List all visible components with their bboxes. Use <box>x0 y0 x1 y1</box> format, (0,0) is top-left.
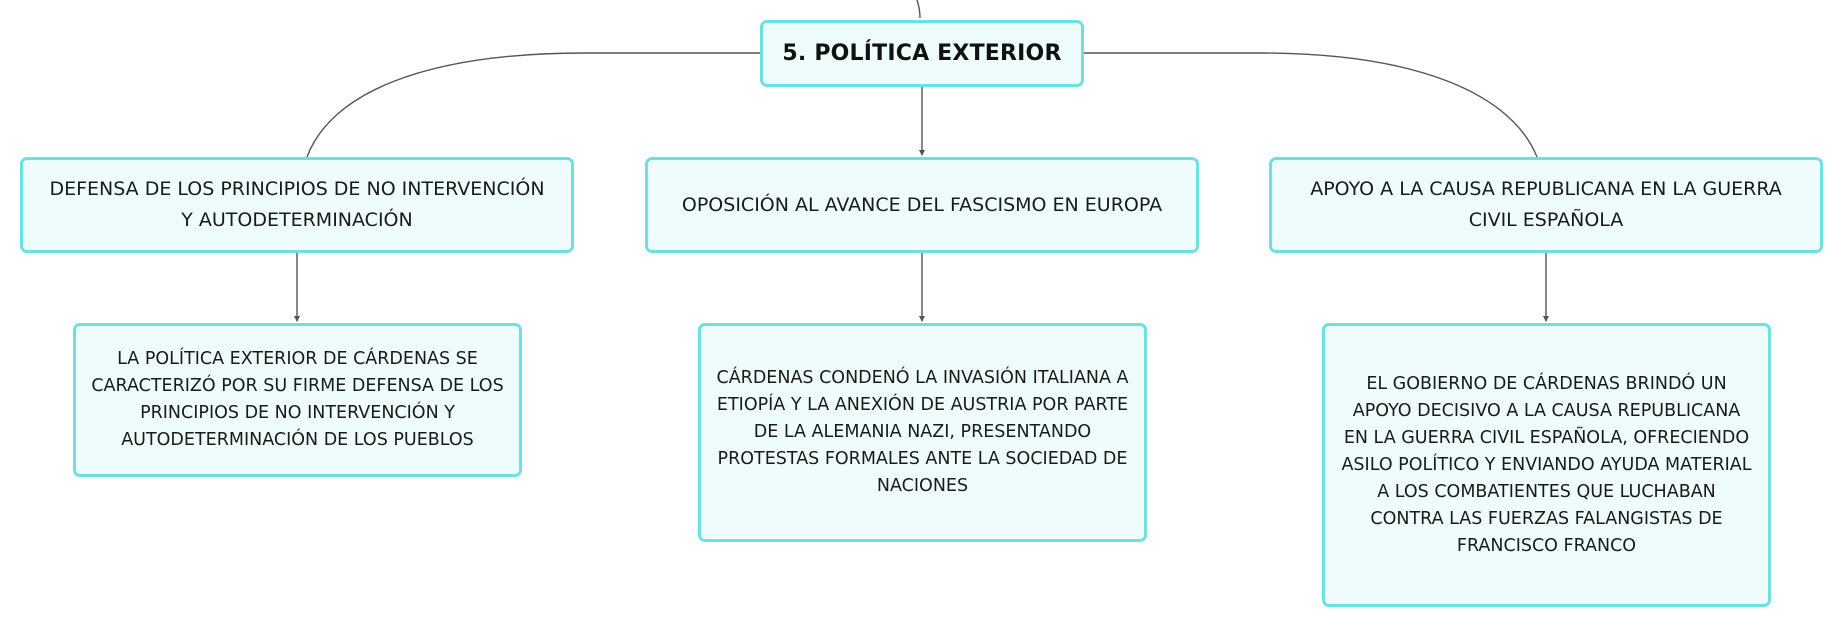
branch-label-anti-fascism: OPOSICIÓN AL AVANCE DEL FASCISMO EN EUROPA <box>681 193 1163 216</box>
branch-node-anti-fascism[interactable] <box>645 157 1199 253</box>
root-topic-title: 5. POLÍTICA EXTERIOR <box>782 41 1062 66</box>
branch-label-non-intervention: DEFENSA DE LOS PRINCIPIOS DE NO INTERVENCIÓN Y AUTODETERMINACIÓN <box>49 178 545 231</box>
detail-node-anti-fascism[interactable] <box>698 323 1147 542</box>
detail-text-non-intervention: LA POLÍTICA EXTERIOR DE CÁRDENAS SE CARACTERIZÓ POR SU FIRME DEFENSA DE LOS PRINCIPIOS DE NO INTERVENCIÓN Y AUTODETERMINACIÓN DE LOS PUEBLOS <box>91 349 504 450</box>
connector-root-to-branch-3 <box>1084 53 1537 157</box>
root-topic-node[interactable] <box>760 20 1084 87</box>
detail-node-spanish-republic[interactable] <box>1322 323 1771 607</box>
connector-parent-to-root <box>917 0 920 18</box>
branch-node-non-intervention[interactable] <box>20 157 574 253</box>
connector-root-to-branch-1 <box>307 53 760 157</box>
detail-node-non-intervention[interactable] <box>73 323 522 477</box>
detail-text-anti-fascism: CÁRDENAS CONDENÓ LA INVASIÓN ITALIANA A ETIOPÍA Y LA ANEXIÓN DE AUSTRIA POR PARTE DE LA ALEMANIA NAZI, PRESENTANDO PROTESTAS FORMALES ANTE LA SOCIEDAD DE NACIONES <box>716 368 1129 496</box>
branch-label-spanish-republic: APOYO A LA CAUSA REPUBLICANA EN LA GUERRA CIVIL ESPAÑOLA <box>1310 178 1782 231</box>
detail-text-spanish-republic: EL GOBIERNO DE CÁRDENAS BRINDÓ UN APOYO DECISIVO A LA CAUSA REPUBLICANA EN LA GUERRA CIVIL ESPAÑOLA, OFRECIENDO ASILO POLÍTICO Y ENVIANDO AYUDA MATERIAL A LOS COMBATIENTES QUE LUCHABAN CONTRA LAS FUERZAS FALANGISTAS DE FRANCISCO FRANCO <box>1341 373 1752 556</box>
branch-node-spanish-republic[interactable] <box>1269 157 1823 253</box>
